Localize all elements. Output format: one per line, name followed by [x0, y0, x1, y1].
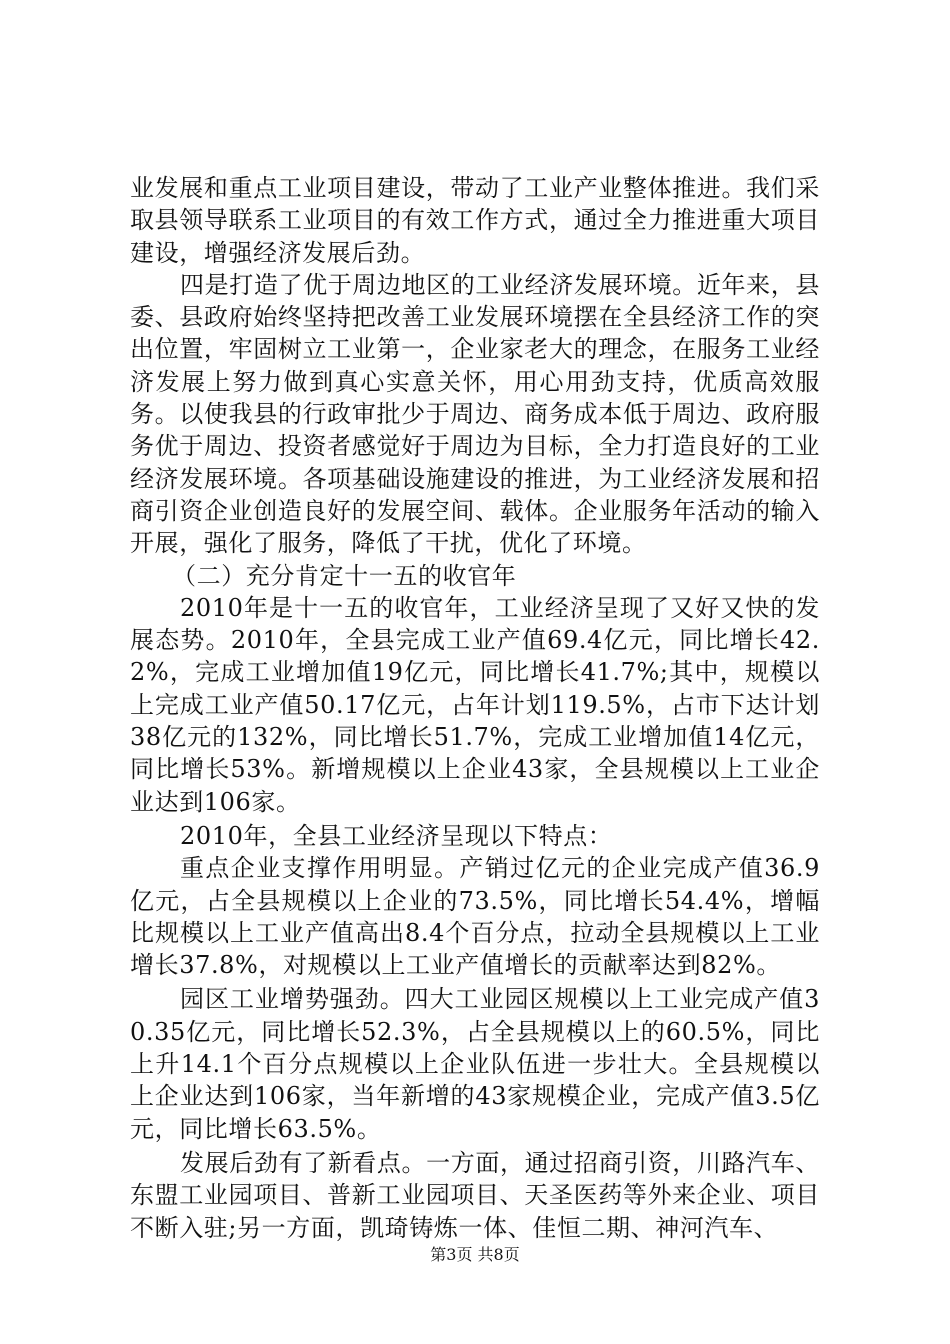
paragraph-industrial-parks: 园区工业增势强劲。四大工业园区规模以上工业完成产值30.35亿元，同比增长52.3%，占全县规模以上的60.5%，同比上升14.1个百分点规模以上企业队伍进一步壮大。全县规模以上企业达到106家，当年新增的43家规模企业，完成产值3.5亿元，同比增长63.5%。	[130, 985, 820, 1143]
page-footer: 第3页 共8页	[430, 1245, 520, 1264]
paragraph-features-intro: 2010年，全县工业经济呈现以下特点：	[180, 821, 613, 850]
paragraph-key-enterprises: 重点企业支撑作用明显。产销过亿元的企业完成产值36.9亿元，占全县规模以上企业的73.5%，同比增长54.4%，增幅比规模以上工业产值高出8.4个百分点，拉动全县规模以上工业增长37.8%，对规模以上工业产值增长的贡献率达到82%。	[130, 854, 820, 980]
paragraph-2010-summary: 2010年是十一五的收官年，工业经济呈现了又好又快的发展态势。2010年，全县完成工业产值69.4亿元，同比增长42.2%，完成工业增加值19亿元，同比增长41.7%;其中，规模以上完成工业产值50.17亿元，占年计划119.5%，占市下达计划38亿元的132%，同比增长51.7%，完成工业增加值14亿元，同比增长53%。新增规模以上企业43家，全县规模以上工业企业达到106家。	[130, 593, 820, 816]
paragraph-environment: 四是打造了优于周边地区的工业经济发展环境。近年来，县委、县政府始终坚持把改善工业发展环境摆在全县经济工作的突出位置，牢固树立工业第一，企业家老大的理念，在服务工业经济发展上努力做到真心实意关怀，用心用劲支持，优质高效服务。以使我县的行政审批少于周边、商务成本低于周边、政府服务优于周边、投资者感觉好于周边为目标，全力打造良好的工业经济发展环境。各项基础设施建设的推进，为工业经济发展和招商引资企业创造良好的发展空间、载体。企业服务年活动的输入开展，强化了服务，降低了干扰，优化了环境。	[130, 270, 820, 558]
section-heading: （二）充分肯定十一五的收官年	[172, 561, 517, 590]
paragraph-continuation: 业发展和重点工业项目建设，带动了工业产业整体推进。我们采取县领导联系工业项目的有效工作方式，通过全力推进重大项目建设，增强经济发展后劲。	[130, 174, 820, 267]
paragraph-development-momentum: 发展后劲有了新看点。一方面，通过招商引资，川路汽车、东盟工业园项目、普新工业园项目、天圣医药等外来企业、项目不断入驻;另一方面，凯琦铸炼一体、佳恒二期、神河汽车、	[130, 1148, 820, 1242]
document-body	[130, 172, 820, 1244]
